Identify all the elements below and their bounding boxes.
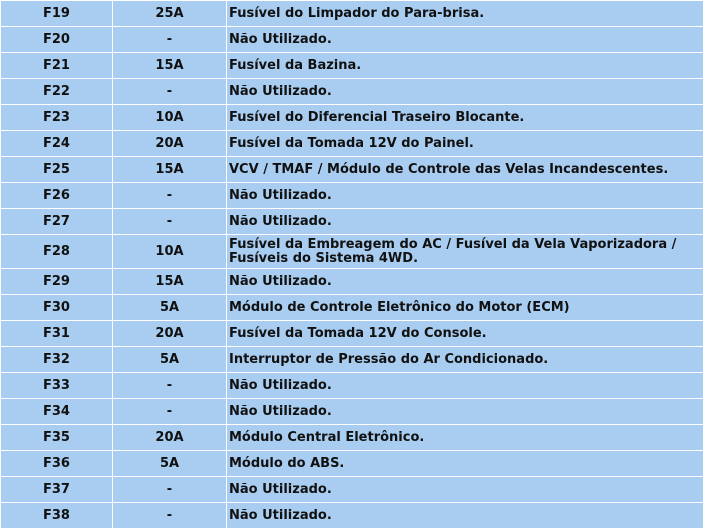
amperage-cell: 15A xyxy=(113,53,227,79)
table-row xyxy=(1,27,704,53)
fuse-code-cell: F33 xyxy=(1,373,113,399)
amperage-cell: - xyxy=(113,503,227,529)
description-cell: Não Utilizado. xyxy=(227,183,704,209)
table-row xyxy=(1,53,704,79)
amperage-cell: 15A xyxy=(113,269,227,295)
fuse-code-cell: F21 xyxy=(1,53,113,79)
fuse-code-cell: F36 xyxy=(1,451,113,477)
table-row xyxy=(1,157,704,183)
amperage-cell: 10A xyxy=(113,105,227,131)
fuse-code-cell: F38 xyxy=(1,503,113,529)
amperage-cell: - xyxy=(113,399,227,425)
table-row xyxy=(1,105,704,131)
fuse-code-cell: F22 xyxy=(1,79,113,105)
amperage-cell: - xyxy=(113,183,227,209)
amperage-cell: - xyxy=(113,79,227,105)
description-cell: Interruptor de Pressão do Ar Condicionado. xyxy=(227,347,704,373)
table-row xyxy=(1,235,704,269)
amperage-cell: 5A xyxy=(113,347,227,373)
table-row xyxy=(1,451,704,477)
fuse-code-cell: F28 xyxy=(1,235,113,269)
amperage-cell: - xyxy=(113,209,227,235)
table-row xyxy=(1,183,704,209)
table-row xyxy=(1,477,704,503)
description-cell: Não Utilizado. xyxy=(227,399,704,425)
amperage-cell: 10A xyxy=(113,235,227,269)
amperage-cell: 15A xyxy=(113,157,227,183)
table-row xyxy=(1,399,704,425)
table-row xyxy=(1,1,704,27)
fuse-code-cell: F24 xyxy=(1,131,113,157)
fuse-code-cell: F26 xyxy=(1,183,113,209)
description-cell: Módulo Central Eletrônico. xyxy=(227,425,704,451)
fuse-code-cell: F27 xyxy=(1,209,113,235)
description-cell: Não Utilizado. xyxy=(227,373,704,399)
fuse-code-cell: F31 xyxy=(1,321,113,347)
fuse-code-cell: F29 xyxy=(1,269,113,295)
table-row xyxy=(1,131,704,157)
fuse-code-cell: F25 xyxy=(1,157,113,183)
description-cell: Não Utilizado. xyxy=(227,503,704,529)
table-row xyxy=(1,321,704,347)
table-row xyxy=(1,347,704,373)
description-cell: Fusível da Tomada 12V do Painel. xyxy=(227,131,704,157)
fuse-code-cell: F34 xyxy=(1,399,113,425)
fuse-code-cell: F30 xyxy=(1,295,113,321)
fuse-code-cell: F37 xyxy=(1,477,113,503)
description-cell: Não Utilizado. xyxy=(227,27,704,53)
table-row xyxy=(1,79,704,105)
description-cell: Módulo de Controle Eletrônico do Motor (ECM) xyxy=(227,295,704,321)
description-cell: Fusível do Limpador do Para-brisa. xyxy=(227,1,704,27)
fuse-code-cell: F32 xyxy=(1,347,113,373)
description-cell: Fusível da Embreagem do AC / Fusível da Vela Vaporizadora / Fusíveis do Sistema 4WD. xyxy=(227,235,704,269)
table-row xyxy=(1,209,704,235)
table-row xyxy=(1,269,704,295)
description-cell: Não Utilizado. xyxy=(227,79,704,105)
description-cell: Fusível da Tomada 12V do Console. xyxy=(227,321,704,347)
table-row xyxy=(1,425,704,451)
amperage-cell: 5A xyxy=(113,295,227,321)
table-row xyxy=(1,373,704,399)
amperage-cell: - xyxy=(113,373,227,399)
amperage-cell: - xyxy=(113,27,227,53)
fuse-code-cell: F23 xyxy=(1,105,113,131)
description-cell: Fusível da Bazina. xyxy=(227,53,704,79)
amperage-cell: 20A xyxy=(113,321,227,347)
description-cell: Módulo do ABS. xyxy=(227,451,704,477)
description-cell: Não Utilizado. xyxy=(227,477,704,503)
description-cell: Não Utilizado. xyxy=(227,209,704,235)
description-cell: Fusível do Diferencial Traseiro Blocante. xyxy=(227,105,704,131)
amperage-cell: 20A xyxy=(113,425,227,451)
description-cell: VCV / TMAF / Módulo de Controle das Velas Incandescentes. xyxy=(227,157,704,183)
amperage-cell: - xyxy=(113,477,227,503)
amperage-cell: 20A xyxy=(113,131,227,157)
amperage-cell: 5A xyxy=(113,451,227,477)
fuse-code-cell: F35 xyxy=(1,425,113,451)
amperage-cell: 25A xyxy=(113,1,227,27)
fuse-code-cell: F19 xyxy=(1,1,113,27)
table-row xyxy=(1,295,704,321)
description-cell: Não Utilizado. xyxy=(227,269,704,295)
fuse-table-body xyxy=(1,1,704,529)
fuse-code-cell: F20 xyxy=(1,27,113,53)
table-row xyxy=(1,503,704,529)
